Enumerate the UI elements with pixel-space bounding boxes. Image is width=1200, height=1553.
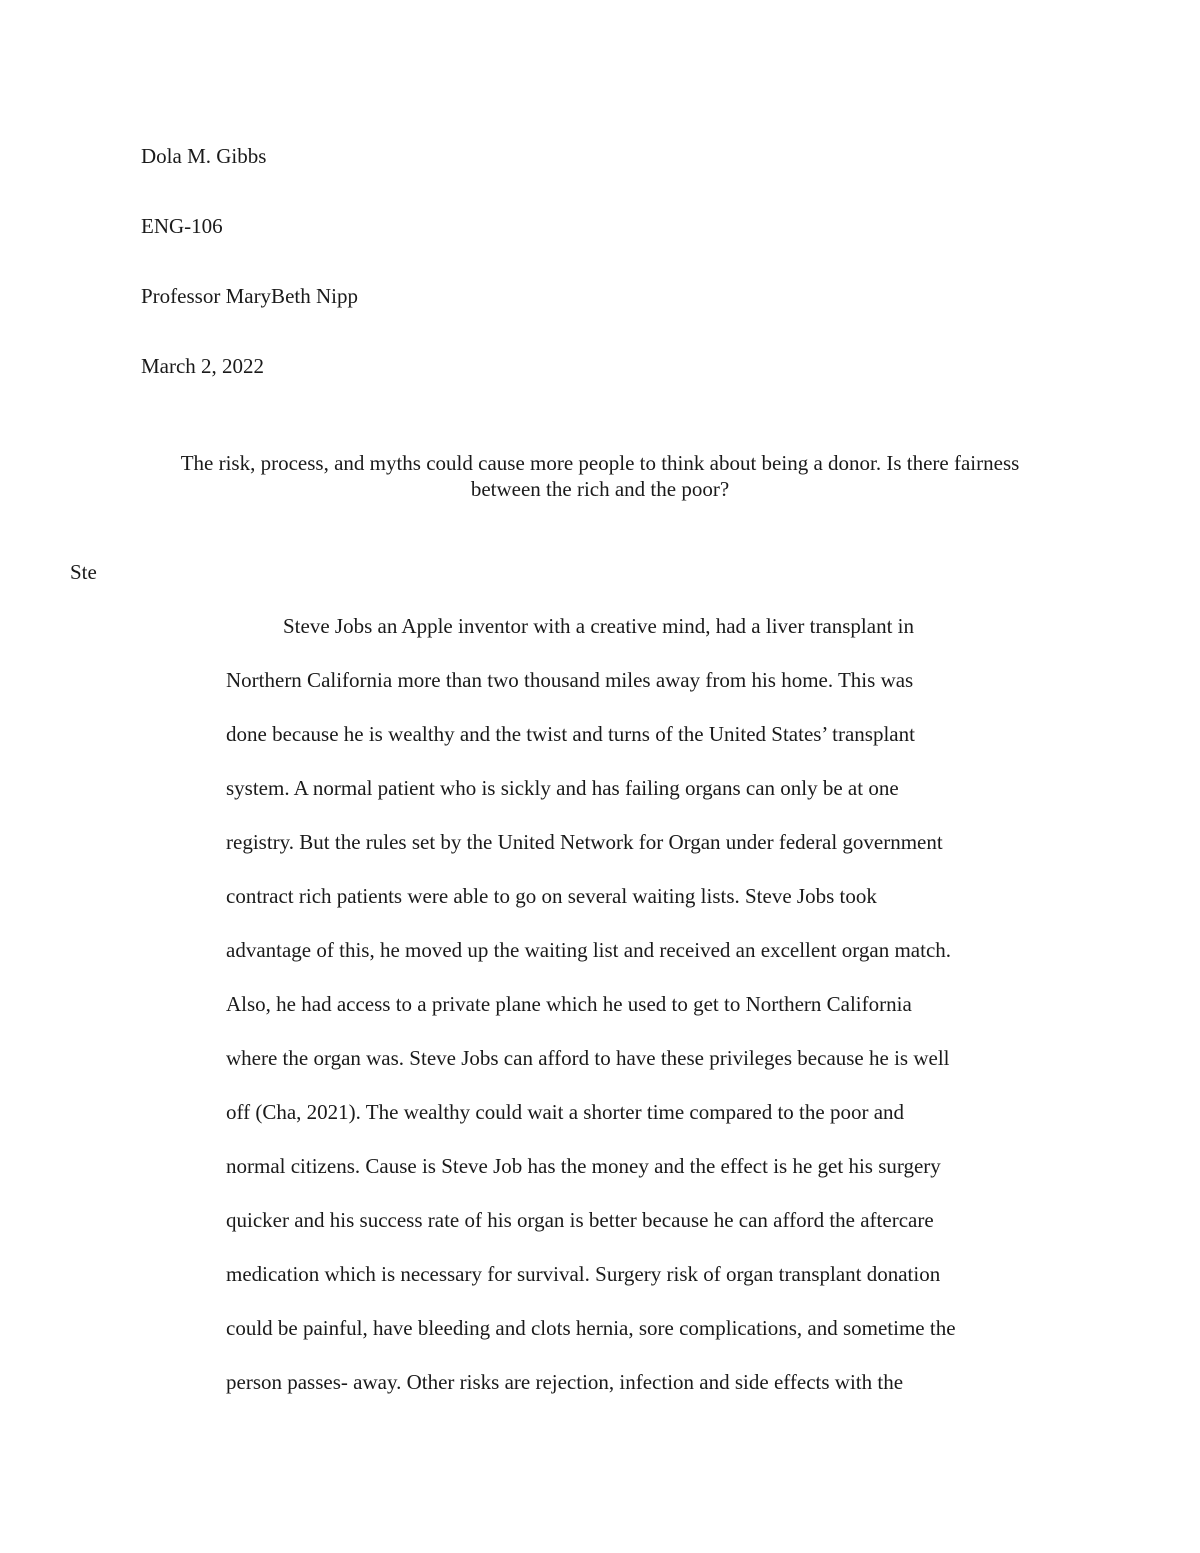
stray-text: Ste: [70, 560, 97, 584]
body-line: normal citizens. Cause is Steve Job has the money and the effect is he get his surgery: [226, 1154, 941, 1178]
body-line: could be painful, have bleeding and clots hernia, sore complications, and sometime the: [226, 1316, 956, 1340]
body-line: registry. But the rules set by the United Network for Organ under federal government: [226, 830, 943, 854]
body-line: quicker and his success rate of his organ is better because he can afford the aftercare: [226, 1208, 934, 1232]
body-line: Steve Jobs an Apple inventor with a creative mind, had a liver transplant in: [283, 614, 915, 638]
body-line: person passes- away. Other risks are rejection, infection and side effects with the: [226, 1370, 904, 1394]
body-line: contract rich patients were able to go on several waiting lists. Steve Jobs took: [226, 884, 877, 908]
document-date: March 2, 2022: [141, 354, 265, 378]
body-line: done because he is wealthy and the twist and turns of the United States’ transplant: [226, 722, 915, 746]
essay-title: The risk, process, and myths could cause more people to think about being a donor. Is there fairness between the rich and the poor?: [180, 451, 1020, 501]
author-name: Dola M. Gibbs: [141, 144, 267, 168]
body-line: where the organ was. Steve Jobs can afford to have these privileges because he is well: [226, 1046, 950, 1070]
professor-name: Professor MaryBeth Nipp: [141, 284, 358, 308]
body-line: medication which is necessary for survival. Surgery risk of organ transplant donation: [226, 1262, 941, 1286]
body-line: advantage of this, he moved up the waiting list and received an excellent organ match.: [226, 938, 952, 962]
body-line: off (Cha, 2021). The wealthy could wait a shorter time compared to the poor and: [226, 1100, 905, 1124]
body-line: Also, he had access to a private plane which he used to get to Northern California: [226, 992, 912, 1016]
body-line: Northern California more than two thousand miles away from his home. This was: [226, 668, 914, 692]
course-code: ENG-106: [141, 214, 223, 238]
body-line: system. A normal patient who is sickly and has failing organs can only be at one: [226, 776, 899, 800]
